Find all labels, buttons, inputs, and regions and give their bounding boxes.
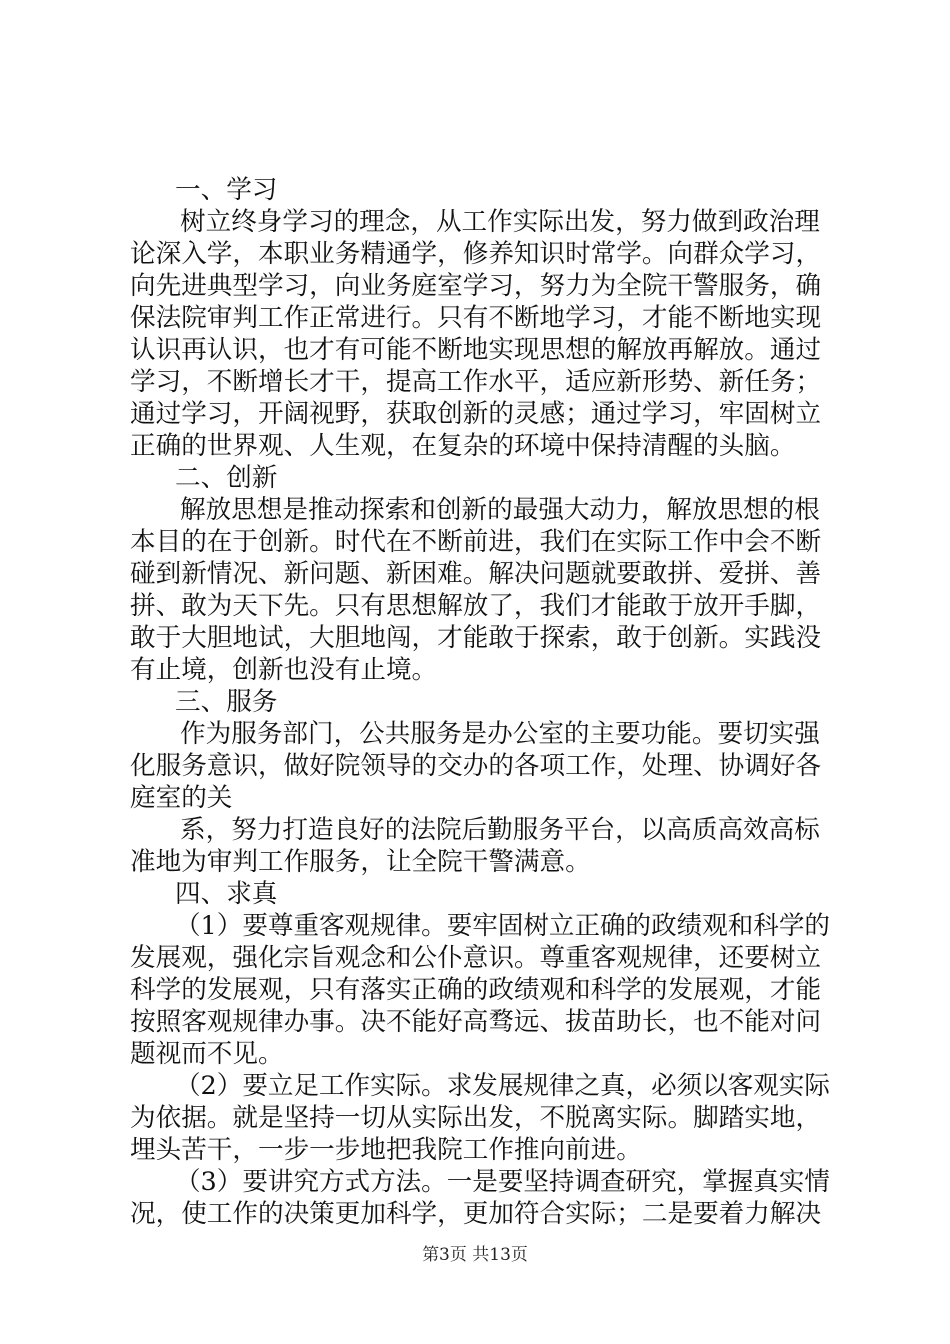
body-line: 发展观，强化宗旨观念和公仆意识。尊重客观规律，还要树立 bbox=[130, 943, 822, 973]
page-number-footer: 第3页 共13页 bbox=[422, 1245, 528, 1265]
body-line: 敢于大胆地试，大胆地闯，才能敢于探索，敢于创新。实践没 bbox=[130, 623, 822, 653]
body-line: （2）要立足工作实际。求发展规律之真，必须以客观实际 bbox=[175, 1071, 830, 1101]
body-line: 有止境，创新也没有止境。 bbox=[130, 655, 438, 685]
body-line: 碰到新情况、新问题、新困难。解决问题就要敢拼、爱拼、善 bbox=[130, 559, 822, 589]
body-line: 庭室的关 bbox=[130, 783, 233, 813]
heading-service: 三、服务 bbox=[175, 687, 278, 717]
body-line: 作为服务部门，公共服务是办公室的主要功能。要切实强 bbox=[180, 719, 820, 749]
heading-truth: 四、求真 bbox=[175, 879, 278, 909]
body-line: 题视而不见。 bbox=[130, 1039, 284, 1069]
body-line: （3）要讲究方式方法。一是要坚持调查研究，掌握真实情 bbox=[175, 1167, 830, 1197]
body-line: 学习，不断增长才干，提高工作水平，适应新形势、新任务； bbox=[130, 367, 822, 397]
body-line: 准地为审判工作服务，让全院干警满意。 bbox=[130, 847, 591, 877]
body-line: 通过学习，开阔视野，获取创新的灵感；通过学习，牢固树立 bbox=[130, 399, 822, 429]
body-line: 树立终身学习的理念，从工作实际出发，努力做到政治理 bbox=[180, 207, 820, 237]
body-line: 科学的发展观，只有落实正确的政绩观和科学的发展观，才能 bbox=[130, 975, 822, 1005]
body-line: 解放思想是推动探索和创新的最强大动力，解放思想的根 bbox=[180, 495, 820, 525]
body-line: 向先进典型学习，向业务庭室学习，努力为全院干警服务，确 bbox=[130, 271, 822, 301]
heading-innovation: 二、创新 bbox=[175, 463, 278, 493]
body-line: 化服务意识，做好院领导的交办的各项工作，处理、协调好各 bbox=[130, 751, 822, 781]
body-line: 认识再认识，也才有可能不断地实现思想的解放再解放。通过 bbox=[130, 335, 822, 365]
body-line: 本目的在于创新。时代在不断前进，我们在实际工作中会不断 bbox=[130, 527, 822, 557]
body-line: 论深入学，本职业务精通学，修养知识时常学。向群众学习， bbox=[130, 239, 822, 269]
heading-learning: 一、学习 bbox=[175, 175, 278, 205]
body-line: 按照客观规律办事。决不能好高骛远、拔苗助长，也不能对问 bbox=[130, 1007, 822, 1037]
body-line: 拼、敢为天下先。只有思想解放了，我们才能敢于放开手脚， bbox=[130, 591, 822, 621]
body-line: 正确的世界观、人生观，在复杂的环境中保持清醒的头脑。 bbox=[130, 431, 796, 461]
body-line: 埋头苦干，一步一步地把我院工作推向前进。 bbox=[130, 1135, 642, 1165]
body-line: 为依据。就是坚持一切从实际出发，不脱离实际。脚踏实地， bbox=[130, 1103, 822, 1133]
body-line: 保法院审判工作正常进行。只有不断地学习，才能不断地实现 bbox=[130, 303, 822, 333]
body-line: （1）要尊重客观规律。要牢固树立正确的政绩观和科学的 bbox=[175, 911, 830, 941]
body-line: 况，使工作的决策更加科学，更加符合实际；二是要着力解决 bbox=[130, 1199, 822, 1229]
body-line: 系，努力打造良好的法院后勤服务平台，以高质高效高标 bbox=[180, 815, 820, 845]
